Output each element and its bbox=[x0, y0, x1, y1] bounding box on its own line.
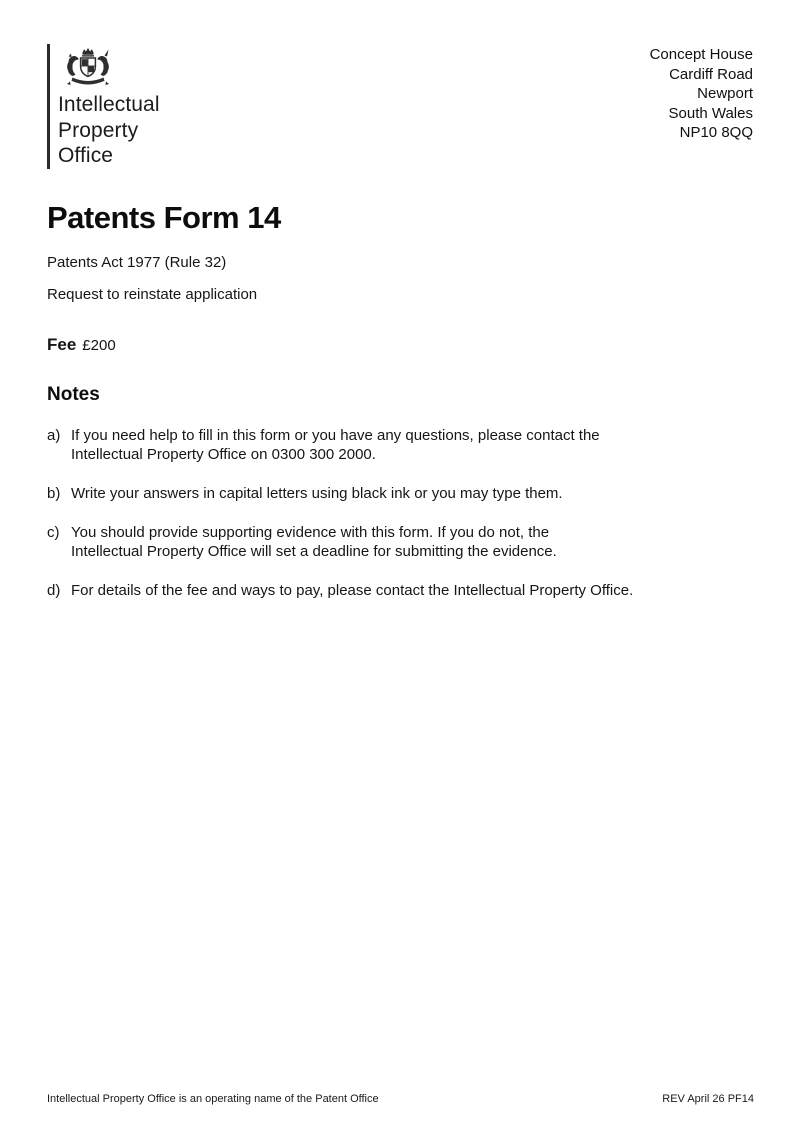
office-address bbox=[650, 44, 753, 143]
address-line: Newport bbox=[697, 85, 753, 102]
form-title: Patents Form 14 bbox=[47, 200, 281, 235]
royal-coat-of-arms-icon bbox=[64, 45, 112, 89]
note-item-d bbox=[47, 581, 753, 600]
address-line: Concept House bbox=[649, 46, 753, 63]
note-text: Write your answers in capital letters using black ink or you may type them. bbox=[71, 485, 563, 502]
logo-line-intellectual: Intellectual bbox=[58, 93, 160, 116]
notes-list bbox=[47, 426, 753, 600]
fee-value: £200 bbox=[82, 337, 116, 354]
note-item-c bbox=[47, 523, 753, 561]
form-body bbox=[47, 200, 753, 620]
ipo-logo bbox=[47, 44, 160, 169]
note-item-a bbox=[47, 426, 753, 464]
notes-heading: Notes bbox=[47, 384, 100, 405]
address-line: South Wales bbox=[668, 104, 753, 122]
logo-line-office: Office bbox=[58, 144, 114, 167]
note-letter: d) bbox=[47, 582, 61, 599]
note-letter: b) bbox=[47, 485, 61, 502]
note-letter: a) bbox=[47, 427, 61, 444]
footer-revision: REV April 26 PF14 bbox=[662, 1093, 754, 1105]
address-line: Cardiff Road bbox=[669, 65, 753, 83]
note-text: If you need help to fill in this form or you have any questions, please contact the Intellectual Property Office on 0300 300 2000. bbox=[71, 427, 600, 463]
page-header bbox=[47, 44, 753, 169]
fee-line bbox=[47, 335, 753, 356]
logo-line-property: Property bbox=[58, 118, 139, 142]
note-item-b bbox=[47, 484, 753, 503]
fee-label: Fee bbox=[47, 335, 77, 354]
note-text: You should provide supporting evidence with this form. If you do not, the Intellectual Property Office will set a deadline for submitting the evidence. bbox=[71, 524, 557, 560]
address-line: NP10 8QQ bbox=[679, 124, 753, 141]
note-letter: c) bbox=[47, 524, 60, 541]
form-purpose: Request to reinstate application bbox=[47, 286, 258, 303]
page-footer bbox=[47, 1093, 754, 1106]
note-text: For details of the fee and ways to pay, please contact the Intellectual Property Office. bbox=[71, 582, 634, 599]
footer-operating-name: Intellectual Property Office is an operating name of the Patent Office bbox=[47, 1093, 379, 1105]
act-reference: Patents Act 1977 (Rule 32) bbox=[47, 254, 227, 271]
